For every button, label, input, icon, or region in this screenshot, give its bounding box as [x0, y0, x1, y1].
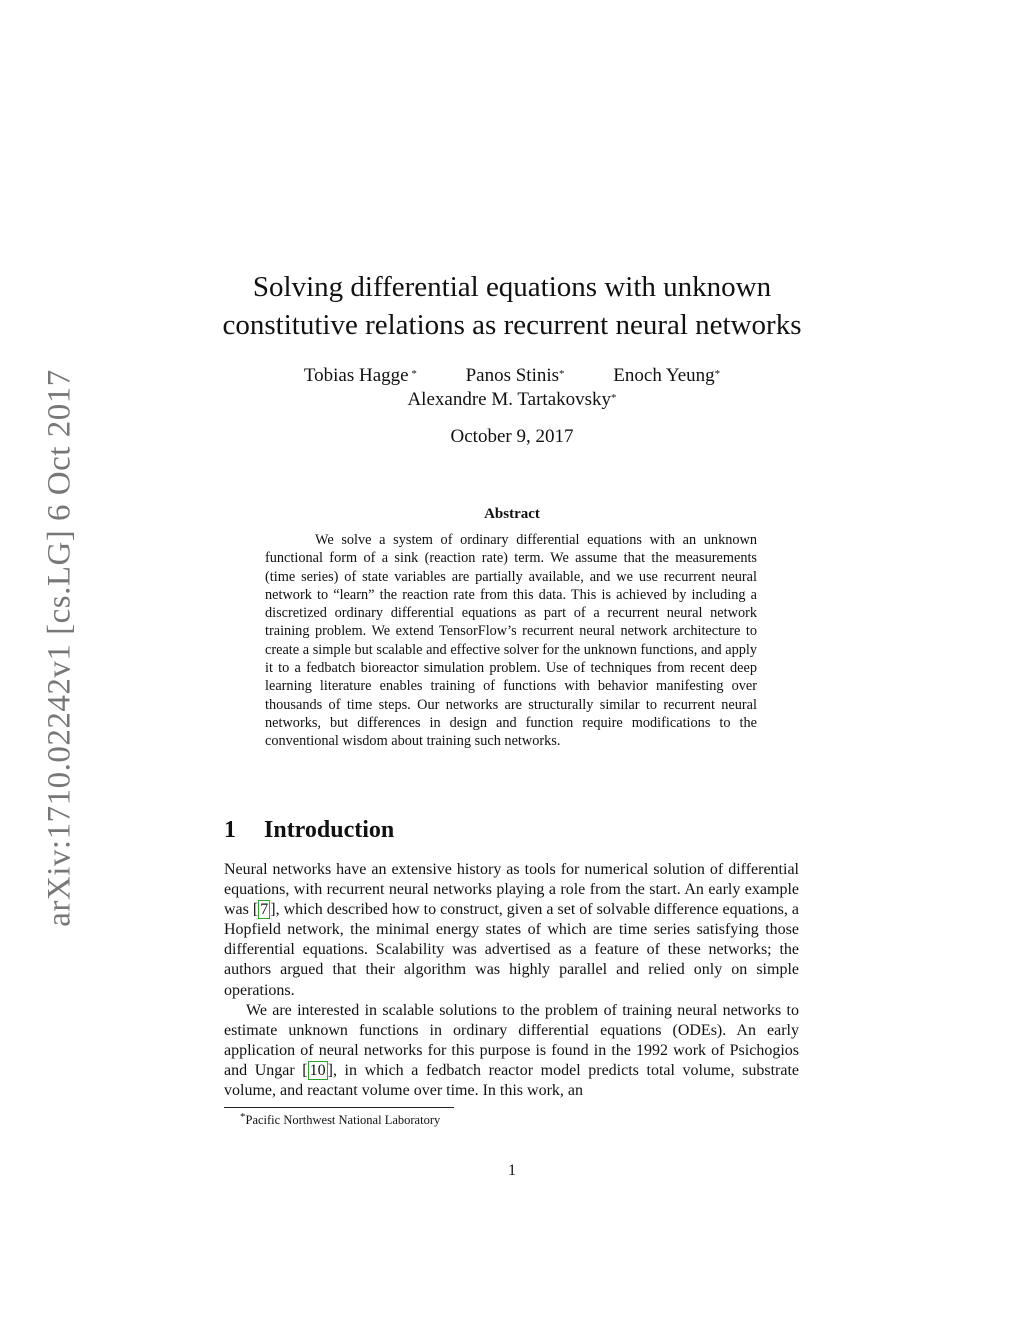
title-line-2: constitutive relations as recurrent neural networks — [222, 309, 802, 341]
publication-date: October 9, 2017 — [450, 426, 574, 447]
author-2 — [466, 364, 565, 388]
footnote-divider — [224, 1107, 454, 1108]
citation-link[interactable]: 7 — [260, 901, 269, 919]
abstract-heading: Abstract — [484, 506, 540, 522]
author-list — [0, 364, 1024, 388]
section-number: 1 — [224, 817, 236, 843]
abstract-text: We solve a system of ordinary differential equations with an unknown functional form of a sink (reaction rate) term. We assume that the measurements (time series) of state variables are partially available, and we use recurrent neural network to “learn” the reaction rate from this data. This is achieved by including a discretized ordinary differential equations as part of a recurrent neural network training problem. We extend TensorFlow’s recurrent neural network architecture to create a simple but scalable and effective solver for the unknown functions, and apply it to a fedbatch bioreactor simulation problem. Use of techniques from recent deep learning literature enables training of functions with behavior manifesting over thousands of time steps. Our networks are structurally similar to recurrent neural networks, but differences in design and function require modifications to the conventional wisdom about training such networks. — [265, 532, 757, 750]
paper-title — [0, 268, 1024, 344]
affiliation-mark: * — [408, 368, 417, 380]
paragraph-text: , in which a fedbatch reactor model predicts total volume, substrate volume, and reactant volume over time. In this work, an — [224, 1061, 799, 1100]
paragraph-2: We are interested in scalable solutions to the problem of training neural networks to estimate unknown functions in ordinary differential equations (ODEs). An early application of neural networks for this purpose is found in the 1992 work of Psichogios and Ungar [ 10 ], in which a fedbatch reactor model predicts total volume, substrate volume, and reactant volume over time. In this work, an — [224, 1001, 799, 1100]
citation-link[interactable]: 10 — [309, 1061, 326, 1079]
author-name: Enoch Yeung — [613, 365, 715, 386]
author-4 — [0, 388, 1024, 412]
title-line-1: Solving differential equations with unknown — [252, 271, 772, 303]
affiliation-mark: * — [714, 368, 721, 380]
paragraph-text: We are interested in scalable solutions to the problem of training neural networks to estimate unknown functions in ordinary differential equations (ODEs). An early application of neural networks for this purpose is found in the 1992 work of Psichogios and Ungar — [224, 1001, 799, 1079]
footnote-text: Pacific Northwest National Laboratory — [245, 1113, 441, 1127]
author-1 — [304, 364, 417, 388]
introduction-body — [224, 860, 799, 1101]
affiliation-mark: * — [611, 392, 617, 404]
section-title: Introduction — [264, 817, 395, 843]
arxiv-identifier-stamp: arXiv:1710.02242v1 [cs.LG] 6 Oct 2017 — [41, 369, 78, 927]
page-number: 1 — [508, 1162, 516, 1179]
paragraph-text: Neural networks have an extensive history as tools for numerical solution of differential equations, with recurrent neural networks playing a role from the start. An early example was — [224, 861, 799, 919]
author-name: Panos Stinis — [465, 365, 560, 386]
affiliation-mark: * — [559, 368, 565, 380]
paragraph-1: Neural networks have an extensive history as tools for numerical solution of differential equations, with recurrent neural networks playing a role from the start. An early example was [ 7 ], which described how to construct, given a set of solvable difference equations, a Hopfield network, the minimal energy states of which are time series satisfying those differential equations. Scalability was advertised as a feature of these networks; the authors argued that their algorithm was highly parallel and relied only on simple operations. — [224, 861, 800, 999]
author-name: Tobias Hagge — [303, 365, 409, 386]
author-name: Alexandre M. Tartakovsky — [407, 389, 612, 410]
paragraph-text: , which described how to construct, given a set of solvable difference equations, a Hopfield network, the minimal energy states of which are time series satisfying those differential equations. Scalability was advertised as a feature of these networks; the authors argued that their algorithm was highly parallel and relied only on simple operations. — [224, 901, 800, 999]
footnote-mark: * — [240, 1111, 246, 1123]
author-3 — [613, 364, 720, 388]
footnote — [240, 1113, 440, 1128]
section-heading — [224, 817, 394, 844]
